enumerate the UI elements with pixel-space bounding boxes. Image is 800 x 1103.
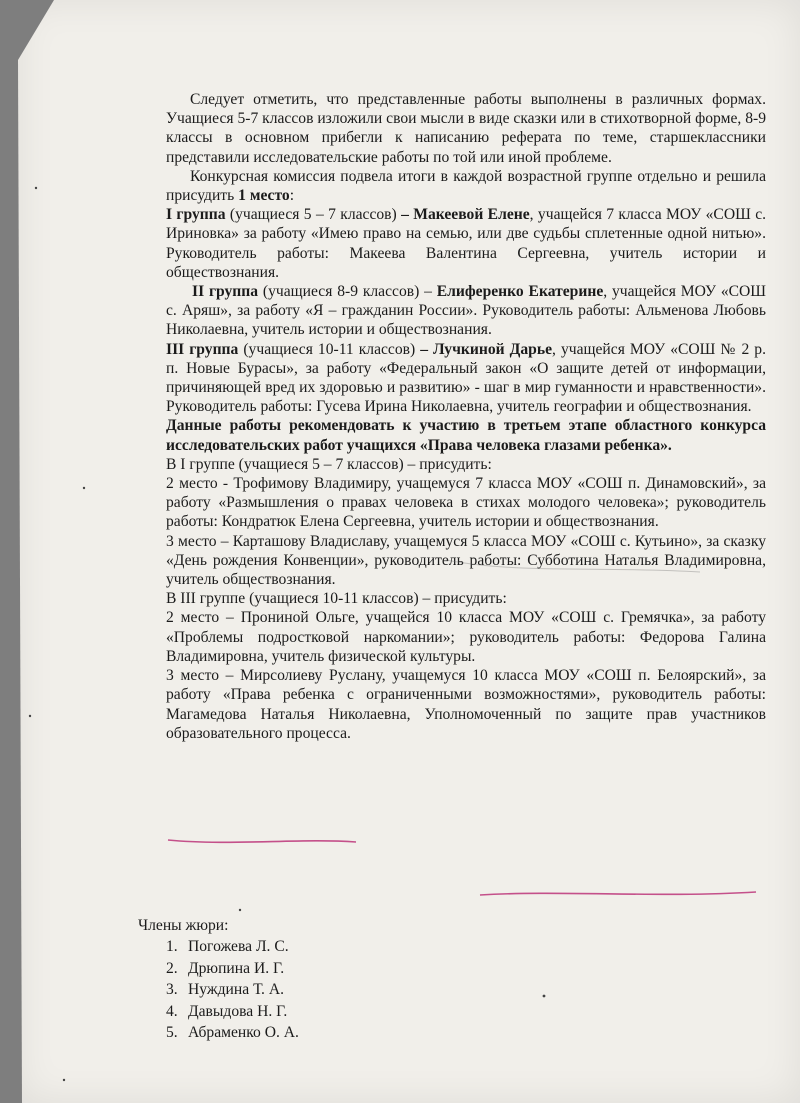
- jury-member: 1. Погожева Л. С.: [166, 938, 289, 955]
- paragraph-group-1: I группа (учащиеся 5 – 7 классов) – Макеевой Елене, учащейся 7 класса МОУ «СОШ с. Ириновка» за работу «Имею право на семью, или две судьбы сплетенные одной нитью». Руководитель работы: Макеева Валентина Сергеевна, учитель истории и обществознания.: [166, 206, 767, 281]
- paragraph-recommendation: Данные работы рекомендовать к участию в третьем этапе областного конкурса исследовательских работ учащихся «Права человека глазами ребенка».: [166, 417, 766, 454]
- paragraph-award-2-group-1: 2 место - Трофимову Владимиру, учащемуся 7 класса МОУ «СОШ п. Динамовский», за работу «Размышления о правах человека в стихах молодого человека»; руководитель работы: Кондратюк Елена Сергеевна, учитель истории и обществознания.: [166, 475, 766, 531]
- paragraph-award-3-group-3: 3 место – Мирсолиеву Руслану, учащемуся 10 класса МОУ «СОШ п. Белоярский», за работу «Права ребенка с ограниченными возможностями», руководитель работы: Магамедова Наталья Николаевна, Уполномоченный по защите прав участников образовательного процесса.: [166, 667, 766, 742]
- paragraph-award-3-group-1: 3 место – Карташову Владиславу, учащемуся 5 класса МОУ «СОШ с. Кутьино», за сказку «День рождения Конвенции», руководитель работы: Субботина Наталья Владимировна, учитель обществознания.: [166, 532, 766, 589]
- paragraph-commission: Конкурсная комиссия подвела итоги в каждой возрастной группе отдельно и решила присудить 1 место:: [166, 167, 766, 205]
- document-body: [166, 90, 766, 743]
- paragraph-group-2: II группа (учащиеся 8-9 классов) – Елиференко Екатерине, учащейся МОУ «СОШ с. Аряш», за работу «Я – гражданин России». Руководитель работы: Альменова Любовь Николаевна, учитель истории и обществознания.: [166, 283, 767, 339]
- paragraph-group-3: III группа (учащиеся 10-11 классов) – Лучкиной Дарье, учащейся МОУ «СОШ № 2 р. п. Новые Бурасы», за работу «Федеральный закон «О защите детей от информации, причиняющей вред их здоровью и развитию» - шаг в мир гуманности и нравственности». Руководитель работы: Гусева Ирина Николаевна, учитель географии и обществознания.: [166, 340, 766, 416]
- jury-list: [166, 936, 299, 1044]
- jury-member: 5. Абраменко О. А.: [166, 1024, 299, 1041]
- paragraph-group-3-awards-heading: В III группе (учащиеся 10-11 классов) – присудить:: [166, 590, 507, 608]
- paragraph-intro: Следует отметить, что представленные работы выполнены в различных формах. Учащиеся 5-7 классов изложили свои мысли в виде сказки или в стихотворной форме, 8-9 классы в основном прибегли к написанию реферата по теме, старшеклассники представили исследовательские работы по той или иной проблеме.: [166, 91, 766, 166]
- paragraph-group-1-awards-heading: В I группе (учащиеся 5 – 7 классов) – присудить:: [166, 455, 492, 473]
- jury-member: 2. Дрюпина И. Г.: [166, 959, 285, 977]
- jury-heading: Члены жюри:: [138, 917, 229, 934]
- jury-member: 4. Давыдова Н. Г.: [166, 1002, 288, 1020]
- paragraph-award-2-group-3: 2 место – Прониной Ольге, учащейся 10 класса МОУ «СОШ с. Гремячка», за работу «Проблемы подростковой наркомании»; руководитель работы: Федорова Галина Владимировна, учитель физической культуры.: [166, 609, 766, 665]
- jury-member: 3. Нуждина Т. А.: [166, 981, 284, 998]
